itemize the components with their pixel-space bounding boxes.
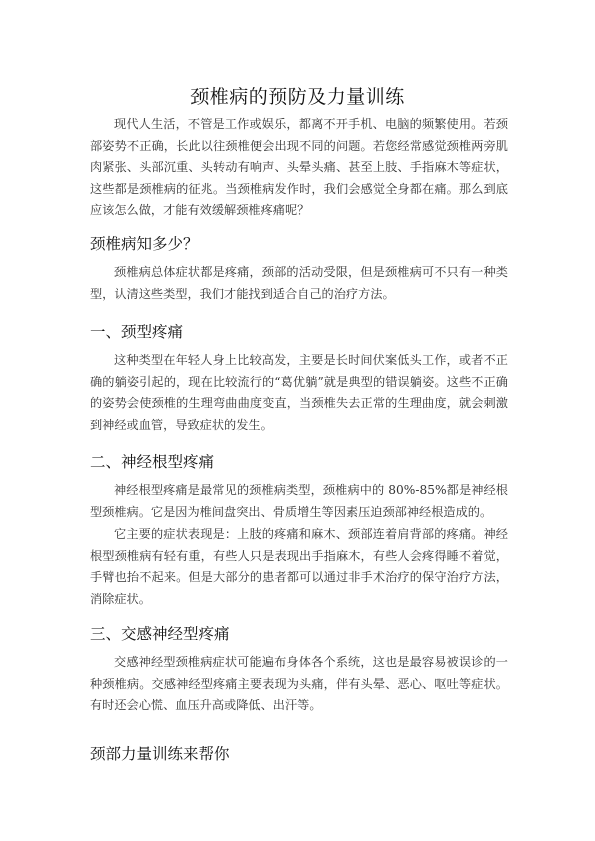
section-3-paragraph: 交感神经型颈椎病症状可能遍布身体各个系统，这也是最容易被误诊的一种颈椎病。交感神经型疼痛主要表现为头痛，伴有头晕、恶心、呕吐等症状。有时还会心慌、血压升高或降低、出汗等。 [90, 655, 508, 713]
section-1-paragraph: 这种类型在年轻人身上比较高发，主要是长时间伏案低头工作，或者不正确的躺姿引起的，现在比较流行的“葛优躺”就是典型的错误躺姿。这些不正确的姿势会使颈椎的生理弯曲曲度变直，当颈椎失去正常的生理曲度，就会刺激到神经或血管，导致症状的发生。 [90, 353, 508, 432]
section-training-heading: 颈部力量训练来帮你 [90, 745, 230, 763]
section-overview-heading: 颈椎病知多少？ [90, 235, 199, 253]
section-2-paragraph-1: 神经根型疼痛是最常见的颈椎病类型，颈椎病中的 80%-85%都是神经根型颈椎病。它是因为椎间盘突出、骨质增生等因素压迫颈部神经根造成的。 [90, 483, 508, 519]
section-3-heading: 三、交感神经型疼痛 [90, 625, 230, 643]
section-2-paragraph-2: 它主要的症状表现是：上肢的疼痛和麻木、颈部连着肩背部的疼痛。神经根型颈椎病有轻有重，有些人只是表现出手指麻木，有些人会疼得睡不着觉，手臂也抬不起来。但是大部分的患者都可以通过非手术治疗的保守治疗方法，消除症状。 [90, 527, 508, 606]
section-overview-paragraph: 颈椎病总体症状都是疼痛，颈部的活动受限，但是颈椎病可不只有一种类型，认清这些类型，我们才能找到适合自己的治疗方法。 [90, 265, 508, 301]
intro-paragraph: 现代人生活，不管是工作或娱乐，都离不开手机、电脑的频繁使用。若颈部姿势不正确，长此以往颈椎便会出现不同的问题。若您经常感觉颈椎两旁肌肉紧张、头部沉重、头转动有响声、头晕头痛、甚至上肢、手指麻木等症状，这些都是颈椎病的征兆。当颈椎病发作时，我们会感觉全身都在痛。那么到底应该怎么做，才能有效缓解颈椎疼痛呢？ [90, 117, 508, 218]
section-2-heading: 二、神经根型疼痛 [90, 453, 215, 471]
page-title: 颈椎病的预防及力量训练 [190, 86, 405, 108]
section-1-heading: 一、颈型疼痛 [90, 323, 184, 341]
